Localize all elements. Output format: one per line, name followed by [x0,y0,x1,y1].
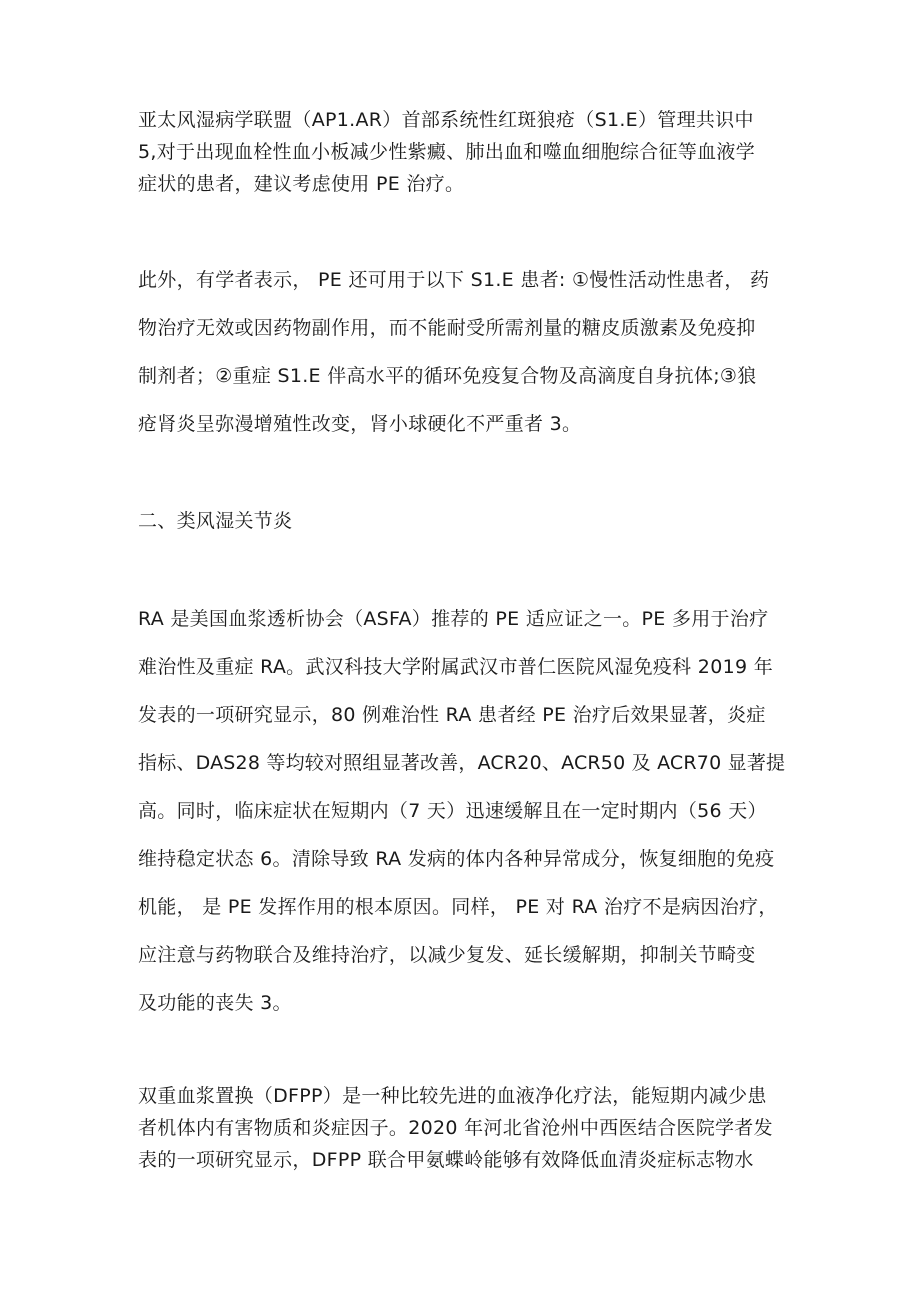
text-line: 制剂者；②重症 S1.E 伴高水平的循环免疫复合物及高滴度自身抗体;③狼 [138,365,757,387]
text-line: 维持稳定状态 6。清除导致 RA 发病的体内各种异常成分，恢复细胞的免疫 [138,848,775,870]
text-line: 应注意与药物联合及维持治疗，以减少复发、延长缓解期，抑制关节畸变 [138,944,756,966]
text-line: 指标、DAS28 等均较对照组显著改善，ACR20、ACR50 及 ACR70 显著提 [138,752,786,774]
text-line: 机能， 是 PE 发挥作用的根本原因。同样， PE 对 RA 治疗不是病因治疗， [138,896,778,918]
paragraph-pe-indications [138,256,788,448]
text-line: 此外，有学者表示， PE 还可用于以下 S1.E 患者: ①慢性活动性患者， 药 [138,269,770,291]
text-line: 难治性及重症 RA。武汉科技大学附属武汉市普仁医院风湿免疫科 2019 年 [138,656,774,678]
text-line: 5,对于出现血栓性血小板减少性紫癜、肺出血和噬血细胞综合征等血液学 [138,141,756,163]
section-heading-text: 二、类风湿关节炎 [138,510,293,532]
text-line: 发表的一项研究显示，80 例难治性 RA 患者经 PE 治疗后效果显著，炎症 [138,704,766,726]
text-line: 疮肾炎呈弥漫增殖性改变，肾小球硬化不严重者 3。 [138,413,582,435]
text-line: 双重血浆置换（DFPP）是一种比较先进的血液净化疗法，能短期内减少患 [138,1085,767,1107]
section-heading [138,505,788,537]
text-line: 症状的患者，建议考虑使用 PE 治疗。 [138,173,465,195]
text-line: 亚太风湿病学联盟（AP1.AR）首部系统性红斑狼疮（S1.E）管理共识中 [138,109,754,131]
paragraph-dfpp [138,1080,788,1176]
text-line: 物治疗无效或因药物副作用，而不能耐受所需剂量的糖皮质激素及免疫抑 [138,317,756,339]
paragraph-ra-pe [138,595,788,1027]
paragraph-slE-consensus [138,104,788,200]
text-line: 及功能的丧失 3。 [138,992,292,1014]
text-line: RA 是美国血浆透析协会（ASFA）推荐的 PE 适应证之一。PE 多用于治疗 [138,608,769,630]
text-line: 者机体内有害物质和炎症因子。2020 年河北省沧州中西医结合医院学者发 [138,1117,773,1139]
text-line: 高。同时，临床症状在短期内（7 天）迅速缓解且在一定时期内（56 天） [138,800,767,822]
text-line: 表的一项研究显示，DFPP 联合甲氨蝶岭能够有效降低血清炎症标志物水 [138,1149,754,1171]
